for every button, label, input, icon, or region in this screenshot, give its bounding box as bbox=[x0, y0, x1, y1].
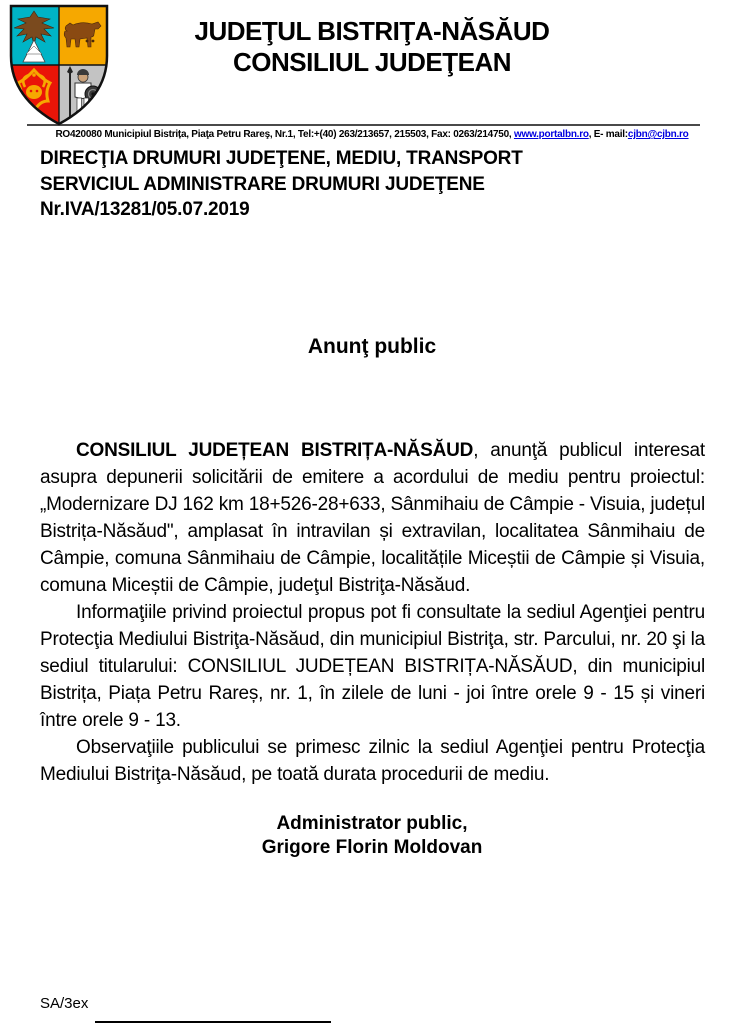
footer-initials: SA/3ex bbox=[40, 995, 89, 1012]
announcement-body bbox=[40, 437, 705, 788]
document-title: Anunţ public bbox=[307, 334, 437, 358]
paragraph-1-lead: CONSILIUL JUDEȚEAN BISTRIȚA-NĂSĂUD bbox=[76, 439, 474, 461]
coat-of-arms-icon bbox=[8, 4, 110, 126]
contact-line bbox=[0, 129, 744, 140]
reference-number: Nr.IVA/13281/05.07.2019 bbox=[40, 199, 250, 220]
paragraph-3: Observaţiile publicului se primesc zilnic la sediul Agenţiei pentru Protecţia Mediului Bistriţa-Năsăud, pe toată durata procedurii de mediu. bbox=[40, 736, 705, 785]
signature-name: Grigore Florin Moldovan bbox=[261, 836, 483, 858]
header-divider bbox=[27, 124, 700, 126]
department-block bbox=[40, 146, 744, 223]
department-line1: DIRECŢIA DRUMURI JUDEŢENE, MEDIU, TRANSPORT bbox=[40, 148, 523, 169]
paragraph-1-text: , anunţă publicul interesat asupra depunerii solicitării de emitere a acordului de mediu pentru proiectul: „Modernizare DJ 162 km 18+526-28+633, Sânmihaiu de Câmpie - Visuia, județul Bistrița-Năsăud", amplasat în intravilan și extravilan, localitatea Sânmihaiu de Câmpie, comuna Sânmihaiu de Câmpie, localitățile Miceștii de Câmpie și Visuia, comuna Miceștii de Câmpie, judeţul Bistriţa-Năsăud. bbox=[40, 439, 705, 596]
paragraph-2: Informaţiile privind proiectul propus pot fi consultate la sediul Agenţiei pentru Protecţia Mediului Bistriţa-Năsăud, din municipiul Bistriţa, str. Parcului, nr. 20 şi la sediul titularului: CONSILIUL JUDEȚEAN BISTRIȚA-NĂSĂUD, din municipiul Bistrița, Piața Petru Rareș, nr. 1, în zilele de luni - joi între orele 9 - 15 și vineri între orele 9 - 13. bbox=[40, 601, 705, 731]
org-title-line2: CONSILIUL JUDEŢEAN bbox=[233, 47, 511, 77]
paragraph-1 bbox=[40, 437, 705, 599]
signature-role: Administrator public, bbox=[276, 812, 468, 834]
signature-block bbox=[0, 812, 744, 860]
letterhead bbox=[0, 0, 744, 78]
department-line2: SERVICIUL ADMINISTRARE DRUMURI JUDEŢENE bbox=[40, 173, 485, 195]
org-title-line1: JUDEŢUL BISTRIŢA-NĂSĂUD bbox=[194, 16, 550, 46]
contact-address-text: RO420080 Municipiul Bistrița, Piaţa Petru Rareş, Nr.1, Tel:+(40) 263/213657, 215503, Fax: 0263/214750, bbox=[55, 129, 514, 140]
contact-email-label: , E- mail: bbox=[588, 129, 628, 140]
website-link[interactable]: www.portalbn.ro bbox=[513, 129, 589, 140]
email-link[interactable]: cjbn@cjbn.ro bbox=[627, 129, 689, 140]
page-edge-artifact bbox=[95, 1021, 331, 1023]
